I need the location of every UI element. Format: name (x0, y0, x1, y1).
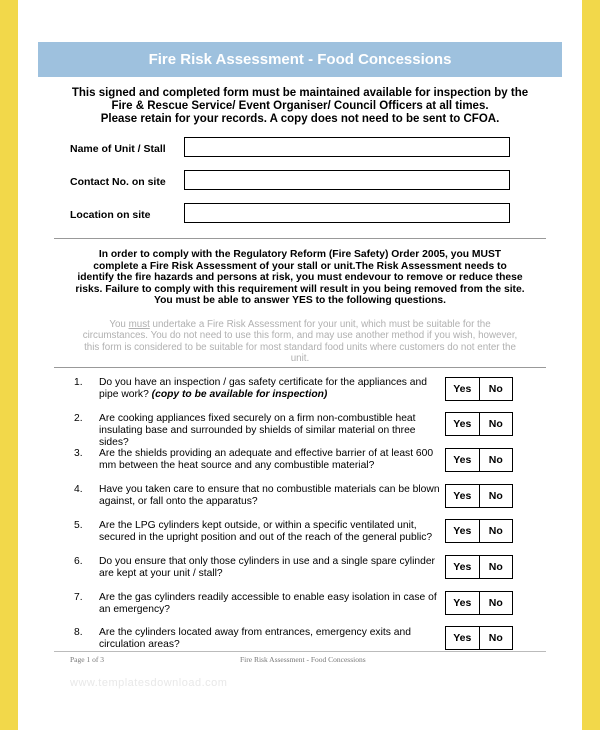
footer-divider (54, 651, 546, 652)
no-option[interactable]: No (479, 413, 513, 435)
question-text: Have you taken care to ensure that no combustible materials can be blown against, or fall onto the apparatus? (99, 484, 440, 507)
no-option[interactable]: No (479, 520, 513, 542)
page-number: Page 1 of 3 (70, 655, 104, 664)
page-title: Fire Risk Assessment - Food Concessions (38, 42, 562, 77)
no-option[interactable]: No (479, 449, 513, 471)
yes-option[interactable]: Yes (453, 525, 472, 537)
guidance-must: must (128, 319, 150, 330)
contact-number-label: Contact No. on site (70, 176, 166, 188)
regulatory-notice (62, 249, 538, 307)
question-text: Do you ensure that only those cylinders in use and a single spare cylinder are kept at your unit / stall? (99, 556, 435, 579)
question-number: 1. (74, 377, 83, 388)
intro-line: This signed and completed form must be maintained available for inspection by the (71, 87, 529, 99)
question-number: 3. (74, 448, 83, 459)
question-body: Do you have an inspection / gas safety certificate for the appliances and pipe work? (99, 377, 427, 400)
yes-no-toggle (445, 555, 513, 579)
regulatory-line: risks. Failure to comply with this requirement will result in you being removed from the site. (75, 283, 525, 295)
question-text: Are the cylinders located away from entrances, emergency exits and circulation areas? (99, 627, 411, 650)
yes-no-toggle (445, 519, 513, 543)
yes-option[interactable]: Yes (453, 597, 472, 609)
question-text: Are cooking appliances fixed securely on a firm non-combustible heat insulating base and surrounded by shields of similar material on three sides? (99, 413, 416, 448)
watermark: www.templatesdownload.com (70, 677, 228, 689)
yes-option[interactable]: Yes (453, 561, 472, 573)
footer-title: Fire Risk Assessment - Food Concessions (240, 655, 366, 664)
contact-number-field[interactable] (184, 170, 510, 190)
unit-name-label: Name of Unit / Stall (70, 143, 166, 155)
guidance-text-pre: You (109, 319, 129, 330)
yes-option[interactable]: Yes (453, 383, 472, 395)
no-option[interactable]: No (479, 485, 513, 507)
section-divider (54, 367, 546, 368)
section-divider (54, 238, 546, 239)
regulatory-line: In order to comply with the Regulatory Reform (Fire Safety) Order 2005, you MUST (98, 249, 502, 260)
no-option[interactable]: No (479, 378, 513, 400)
intro-line: Please retain for your records. A copy does not need to be sent to CFOA. (100, 113, 500, 125)
yes-no-toggle (445, 626, 513, 650)
yes-option[interactable]: Yes (453, 418, 472, 430)
question-note: (copy to be available for inspection) (151, 389, 328, 400)
question-text: Are the gas cylinders readily accessible to enable easy isolation in case of an emergency? (99, 592, 437, 615)
location-field[interactable] (184, 203, 510, 223)
regulatory-line: complete a Fire Risk Assessment of your stall or unit.The Risk Assessment needs to (93, 260, 507, 272)
question-number: 6. (74, 556, 83, 567)
location-label: Location on site (70, 209, 151, 221)
regulatory-line: identify the fire hazards and persons at risk, you must endevour to remove or reduce these (77, 272, 523, 284)
question-number: 8. (74, 627, 83, 638)
yes-option[interactable]: Yes (453, 632, 472, 644)
no-option[interactable]: No (479, 556, 513, 578)
question-number: 5. (74, 520, 83, 531)
yes-no-toggle (445, 484, 513, 508)
yes-option[interactable]: Yes (453, 454, 472, 466)
intro-notice (58, 87, 542, 126)
question-text (99, 377, 444, 401)
no-option[interactable]: No (479, 592, 513, 614)
question-text: Are the shields providing an adequate and effective barrier of at least 600 mm between the heat source and any combustible material? (99, 448, 434, 471)
question-number: 2. (74, 413, 83, 424)
document-page (18, 0, 582, 730)
yes-option[interactable]: Yes (453, 490, 472, 502)
unit-name-field[interactable] (184, 137, 510, 157)
yes-no-toggle (445, 377, 513, 401)
no-option[interactable]: No (479, 627, 513, 649)
question-number: 4. (74, 484, 83, 495)
guidance-text-post: undertake a Fire Risk Assessment for your unit, which must be suitable for the circumstances. You do not need to use this form, and may use another method if you wish, however, this form is considered to be suitable for most standard food units where customers do not enter the unit. (82, 319, 518, 365)
question-number: 7. (74, 592, 83, 603)
guidance-note (82, 319, 518, 365)
yes-no-toggle (445, 412, 513, 436)
yes-no-toggle (445, 448, 513, 472)
yes-no-toggle (445, 591, 513, 615)
intro-line: Fire & Rescue Service/ Event Organiser/ Council Officers at all times. (111, 100, 489, 112)
regulatory-line: You must be able to answer YES to the following questions. (154, 295, 446, 307)
question-text: Are the LPG cylinders kept outside, or within a specific ventilated unit, secured in the upright position and out of the reach of the general public? (99, 520, 433, 543)
